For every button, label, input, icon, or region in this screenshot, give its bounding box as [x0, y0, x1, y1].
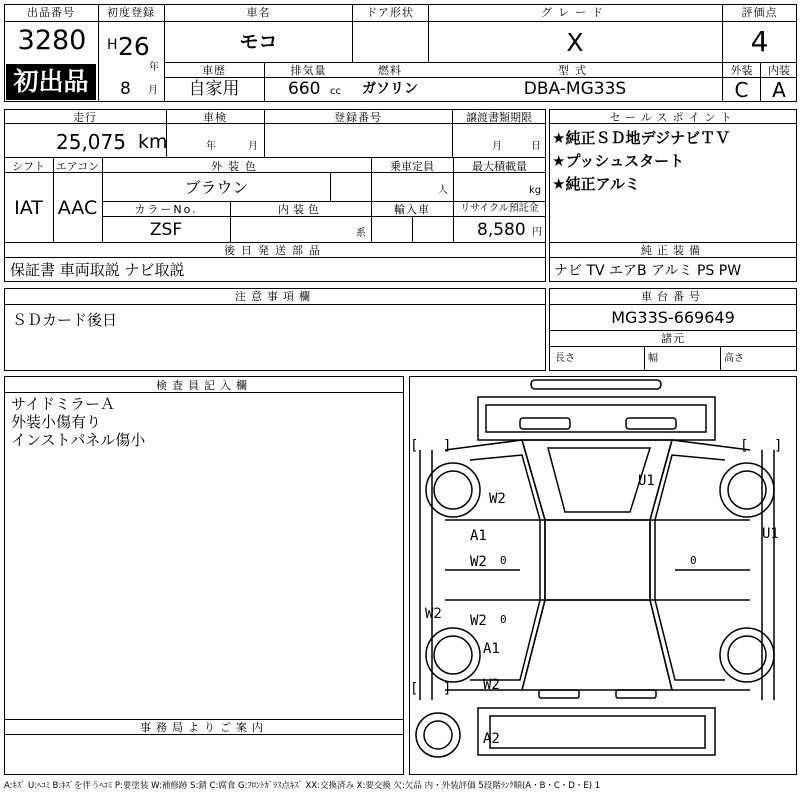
- first-reg-label: 初度登録: [107, 6, 155, 19]
- width-label: 幅: [648, 353, 658, 364]
- mark-a2-rear-bumper: A2: [483, 731, 500, 747]
- chassis-label: 車台番号: [641, 290, 705, 303]
- first-listing-text: 初出品: [13, 67, 89, 96]
- int-color-label: 内装色: [278, 203, 323, 216]
- mark-0-rear-door: 0: [500, 613, 507, 626]
- shift-label: シフト: [12, 160, 45, 173]
- era: H: [107, 37, 118, 53]
- inspection-year-unit: 年: [206, 141, 216, 152]
- displacement-label: 排気量: [290, 64, 327, 77]
- lot-no-label: 出品番号: [27, 6, 75, 19]
- mark-u1-hood: U1: [638, 473, 655, 489]
- mark-a1-front-door: A1: [470, 528, 487, 544]
- history-value: 自家用: [188, 79, 240, 99]
- interior-score: A: [772, 78, 786, 102]
- inspector-line-3: インストパネル傷小: [11, 431, 146, 449]
- reg-month: 8: [120, 79, 131, 99]
- car-name-label: 車名: [246, 6, 271, 19]
- later-parts-label: 後日発送部品: [224, 244, 326, 257]
- recycle-label: リサイクル預託金: [460, 203, 539, 214]
- recycle-unit: 円: [532, 227, 542, 238]
- exterior-label: 外装: [730, 64, 753, 77]
- capacity-unit: 人: [438, 185, 448, 196]
- int-color-unit: 系: [356, 228, 366, 239]
- shift-value: IAT: [14, 197, 43, 219]
- color-no-value: ZSF: [149, 220, 183, 240]
- score-label: 評価点: [741, 6, 778, 19]
- door-label: ドア形状: [366, 6, 414, 19]
- displacement-value: 660: [288, 79, 321, 99]
- grade-label: グレード: [541, 6, 609, 19]
- recycle-value: 8,580: [477, 220, 526, 240]
- office-label: 事務局よりご案内: [140, 721, 268, 734]
- sales-point-2: ★プッシュスタート: [552, 152, 685, 170]
- ext-color-label: 外装色: [211, 160, 262, 173]
- reg-year: 26: [118, 32, 150, 61]
- bracket-left-2: [: [740, 438, 749, 454]
- fuel-label: 燃料: [378, 64, 402, 77]
- load-unit: kg: [529, 185, 542, 196]
- bracket-right-1: ]: [443, 438, 452, 454]
- mileage-label: 走行: [73, 111, 97, 124]
- reg-no-label: 登録番号: [334, 111, 382, 124]
- bracket-left-3: [: [410, 681, 419, 697]
- mark-0-front-door-left: 0: [500, 554, 507, 567]
- transfer-label: 譲渡書類期限: [466, 111, 532, 124]
- sales-point-3: ★純正アルミ: [552, 175, 640, 193]
- mark-w2-rear-door: W2: [470, 613, 487, 629]
- inspector-line-1: サイドミラーＡ: [11, 395, 115, 413]
- mileage-value: 25,075: [56, 130, 126, 154]
- model-value: DBA-MG33S: [523, 79, 627, 99]
- length-label: 長さ: [555, 353, 575, 364]
- capacity-label: 乗車定員: [390, 160, 434, 173]
- ac-label: エアコン: [55, 160, 100, 173]
- transfer-month-unit: 月: [492, 141, 502, 152]
- car-name: モコ: [239, 31, 278, 53]
- ac-value: AAC: [57, 197, 98, 219]
- notes-label: 注意事項欄: [235, 290, 315, 303]
- mileage-unit: km: [138, 131, 168, 153]
- fuel-value: ガソリン: [362, 81, 418, 97]
- mark-0-front-door-right: 0: [690, 554, 697, 567]
- displacement-unit: cc: [330, 86, 341, 97]
- score-value: 4: [750, 25, 769, 58]
- exterior-score: C: [734, 78, 749, 102]
- equipment-label: 純正装備: [641, 244, 705, 257]
- height-label: 高さ: [724, 353, 744, 364]
- legend-text: A:ｷｽﾞ U:ﾍｺﾐ B:ｷｽﾞを伴うﾍｺﾐ P:要塗装 W:補修跡 S:錆 C:腐食 G:ﾌﾛﾝﾄｶﾞﾗｽ点ｷｽﾞ XX:交換済み X:要交換 欠:欠品 内・外装評価 5段階ﾗﾝｸ順(A・B・C・D・E) 1: [4, 781, 601, 791]
- load-label: 最大積載量: [472, 160, 527, 173]
- sales-point-label: セールスポイント: [609, 111, 737, 124]
- grade-value: X: [566, 28, 584, 57]
- interior-label: 内装: [768, 64, 790, 77]
- car-diagram-frame: [409, 376, 797, 775]
- mark-a1-rear: A1: [483, 641, 500, 657]
- reg-month-unit: 月: [148, 85, 158, 96]
- mark-w2-front-door: W2: [470, 554, 487, 570]
- bracket-right-2: ]: [774, 438, 783, 454]
- notes-value: ＳＤカード後日: [12, 311, 118, 329]
- equipment-value: ナビ TV エアB アルミ PS PW: [554, 263, 742, 279]
- spec-label: 諸元: [661, 332, 685, 345]
- inspection-month-unit: 月: [248, 141, 258, 152]
- later-parts-value: 保証書 車両取説 ナビ取説: [10, 261, 185, 279]
- reg-year-unit: 年: [149, 62, 159, 73]
- inspector-label: 検査員記入欄: [156, 379, 252, 392]
- mark-w2-front-left: W2: [489, 491, 506, 507]
- transfer-day-unit: 日: [531, 141, 541, 152]
- import-label: 輸入車: [394, 203, 430, 216]
- inspector-line-2: 外装小傷有り: [11, 413, 102, 431]
- mark-w2-left-rear: W2: [425, 606, 442, 622]
- bracket-right-3: ]: [443, 681, 452, 697]
- ext-color-value: ブラウン: [184, 178, 249, 197]
- color-no-label: カラーNo.: [134, 203, 198, 216]
- chassis-value: MG33S-669649: [611, 308, 735, 327]
- bracket-left-1: [: [410, 438, 419, 454]
- history-label: 車歴: [202, 64, 226, 77]
- mark-w2-rear: W2: [483, 677, 500, 693]
- sales-point-1: ★純正ＳＤ地デジナビＴＶ: [552, 129, 731, 147]
- inspection-label: 車検: [203, 111, 227, 124]
- mark-u1-right-side: U1: [762, 526, 779, 542]
- lot-number: 3280: [17, 25, 87, 56]
- model-label: 型式: [558, 64, 592, 77]
